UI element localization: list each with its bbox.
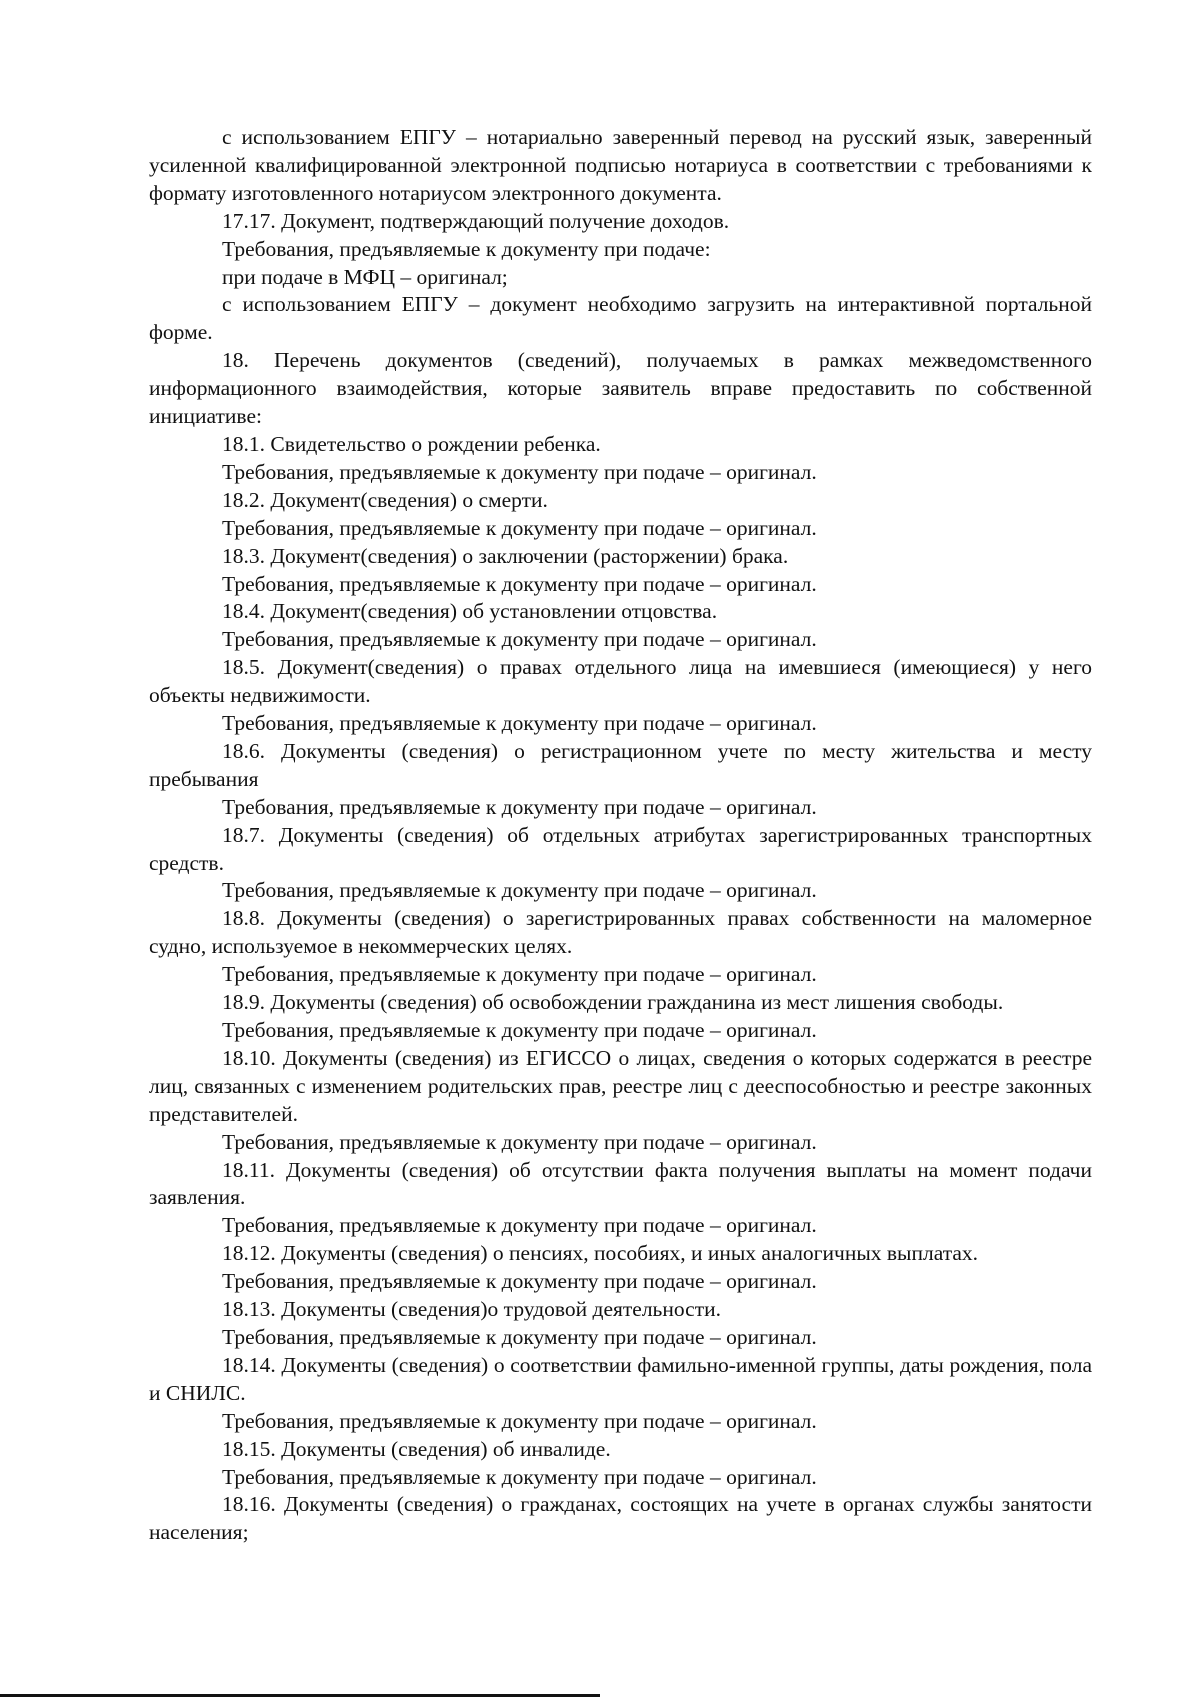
paragraph-18-4: 18.4. Документ(сведения) об установлении отцовства. bbox=[222, 599, 718, 624]
paragraph-requirement: Требования, предъявляемые к документу при подаче – оригинал. bbox=[222, 1324, 817, 1349]
paragraph-17-17: 17.17. Документ, подтверждающий получение доходов. bbox=[222, 208, 730, 233]
paragraph-18-5: 18.5. Документ(сведения) о правах отдельного лица на имевшиеся (имеющиеся) у него объекты недвижимости. bbox=[149, 655, 1092, 708]
paragraph-requirement: Требования, предъявляемые к документу при подаче – оригинал. bbox=[222, 962, 817, 987]
paragraph-requirements-submission: Требования, предъявляемые к документу при подаче: bbox=[222, 236, 711, 261]
paragraph-epgu-notarial-translation: с использованием ЕПГУ – нотариально заверенный перевод на русский язык, заверенный усиленной квалифицированной электронной подписью нотариуса в соответствии с требованиями к формату изготовленного нотариусом электронного документа. bbox=[149, 125, 1092, 205]
paragraph-18: 18. Перечень документов (сведений), получаемых в рамках межведомственного информационного взаимодействия, которые заявитель вправе предоставить по собственной инициативе: bbox=[149, 348, 1092, 429]
paragraph-18-10: 18.10. Документы (сведения) из ЕГИССО о лицах, сведения о которых содержатся в реестре лиц, связанных с изменением родительских прав, реестре лиц с дееспособностью и реестре законных представителей. bbox=[149, 1045, 1092, 1126]
paragraph-requirement: Требования, предъявляемые к документу при подаче – оригинал. bbox=[222, 711, 817, 736]
paragraph-18-15: 18.15. Документы (сведения) об инвалиде. bbox=[222, 1436, 611, 1461]
paragraph-requirement: Требования, предъявляемые к документу при подаче – оригинал. bbox=[222, 1129, 817, 1154]
paragraph-requirement: Требования, предъявляемые к документу при подаче – оригинал. bbox=[222, 1018, 817, 1042]
paragraph-requirement: Требования, предъявляемые к документу при подаче – оригинал. bbox=[222, 459, 817, 484]
paragraph-18-11: 18.11. Документы (сведения) об отсутствии факта получения выплаты на момент подачи заявления. bbox=[149, 1157, 1092, 1210]
paragraph-requirement: Требования, предъявляемые к документу при подаче – оригинал. bbox=[222, 515, 817, 540]
paragraph-18-6: 18.6. Документы (сведения) о регистрационном учете по месту жительства и месту пребывания bbox=[149, 738, 1092, 791]
paragraph-18-2: 18.2. Документ(сведения) о смерти. bbox=[222, 487, 548, 512]
paragraph-18-16: 18.16. Документы (сведения) о гражданах, состоящих на учете в органах службы занятости населения; bbox=[149, 1492, 1092, 1545]
paragraph-mfc-original: при подаче в МФЦ – оригинал; bbox=[222, 264, 508, 289]
paragraph-requirement: Требования, предъявляемые к документу при подаче – оригинал. bbox=[222, 571, 817, 596]
document-page bbox=[149, 124, 1092, 1547]
paragraph-requirement: Требования, предъявляемые к документу при подаче – оригинал. bbox=[222, 1408, 817, 1433]
paragraph-requirement: Требования, предъявляемые к документу при подаче – оригинал. bbox=[222, 794, 817, 819]
paragraph-18-13: 18.13. Документы (сведения)о трудовой деятельности. bbox=[222, 1297, 721, 1322]
paragraph-18-9: 18.9. Документы (сведения) об освобождении гражданина из мест лишения свободы. bbox=[222, 990, 1004, 1015]
paragraph-18-3: 18.3. Документ(сведения) о заключении (расторжении) брака. bbox=[222, 543, 789, 568]
paragraph-18-1: 18.1. Свидетельство о рождении ребенка. bbox=[222, 431, 601, 456]
paragraph-requirement: Требования, предъявляемые к документу при подаче – оригинал. bbox=[222, 878, 817, 903]
paragraph-requirement: Требования, предъявляемые к документу при подаче – оригинал. bbox=[222, 1464, 817, 1489]
paragraph-18-14: 18.14. Документы (сведения) о соответствии фамильно-именной группы, даты рождения, пола и СНИЛС. bbox=[149, 1352, 1092, 1405]
paragraph-requirement: Требования, предъявляемые к документу при подаче – оригинал. bbox=[222, 1213, 817, 1238]
paragraph-18-8: 18.8. Документы (сведения) о зарегистрированных правах собственности на маломерное судно, используемое в некоммерческих целях. bbox=[149, 906, 1092, 959]
paragraph-epgu-upload: с использованием ЕПГУ – документ необходимо загрузить на интерактивной портальной форме. bbox=[149, 292, 1092, 345]
paragraph-requirement: Требования, предъявляемые к документу при подаче – оригинал. bbox=[222, 1269, 817, 1294]
paragraph-18-7: 18.7. Документы (сведения) об отдельных атрибутах зарегистрированных транспортных средств. bbox=[149, 822, 1092, 875]
paragraph-18-12: 18.12. Документы (сведения) о пенсиях, пособиях, и иных аналогичных выплатах. bbox=[222, 1241, 979, 1266]
paragraph-requirement: Требования, предъявляемые к документу при подаче – оригинал. bbox=[222, 627, 817, 652]
